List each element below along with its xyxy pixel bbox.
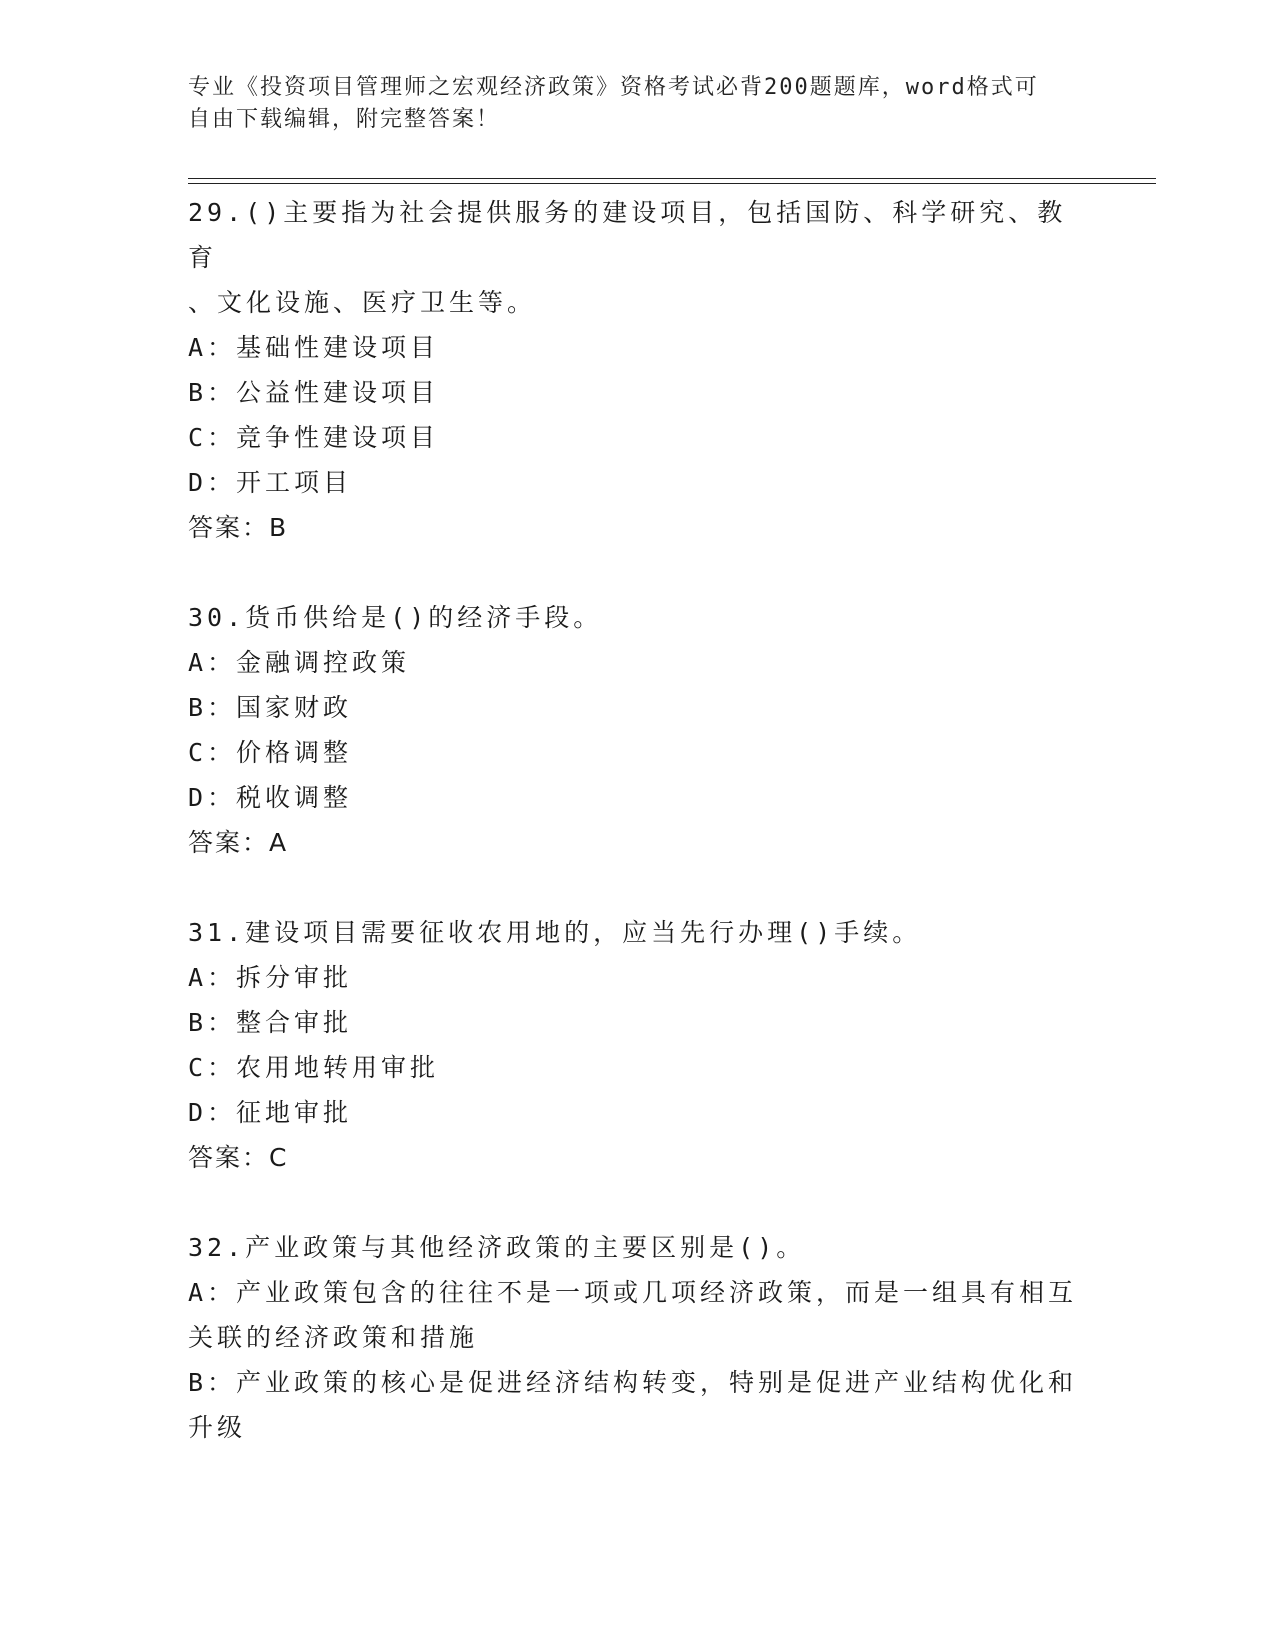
option-c: C：竞争性建设项目 — [188, 423, 440, 452]
question-stem: 31.建设项目需要征收农用地的，应当先行办理()手续。 — [188, 918, 922, 947]
question-spacer — [188, 865, 1088, 910]
question-32 — [188, 1225, 1088, 1450]
option-d: D：开工项目 — [188, 468, 353, 497]
header-title-line-1: 专业《投资项目管理师之宏观经济政策》资格考试必背200题题库，word格式可 — [188, 75, 1039, 100]
question-stem: 30.货币供给是()的经济手段。 — [188, 603, 603, 632]
option-a: A：产业政策包含的往往不是一项或几项经济政策，而是一组具有相互 — [188, 1278, 1078, 1307]
option-b-continued: 升级 — [188, 1413, 247, 1442]
option-b: B：整合审批 — [188, 1008, 353, 1037]
document-header — [188, 72, 1068, 136]
answer: 答案：C — [188, 1143, 289, 1172]
option-b: B：国家财政 — [188, 693, 353, 722]
option-a: A：基础性建设项目 — [188, 333, 440, 362]
question-29 — [188, 190, 1088, 550]
header-divider-bottom — [188, 183, 1156, 184]
question-list — [188, 190, 1088, 1450]
answer: 答案：A — [188, 828, 289, 857]
option-c: C：价格调整 — [188, 738, 353, 767]
question-31 — [188, 910, 1088, 1180]
option-b: B：产业政策的核心是促进经济结构转变，特别是促进产业结构优化和 — [188, 1368, 1078, 1397]
option-a: A：金融调控政策 — [188, 648, 411, 677]
question-spacer — [188, 550, 1088, 595]
question-stem: 29.()主要指为社会提供服务的建设项目，包括国防、科学研究、教育 — [188, 198, 1067, 272]
option-b: B：公益性建设项目 — [188, 378, 440, 407]
option-a: A：拆分审批 — [188, 963, 353, 992]
header-divider-top — [188, 178, 1156, 179]
option-d: D：征地审批 — [188, 1098, 353, 1127]
question-30 — [188, 595, 1088, 865]
answer: 答案：B — [188, 513, 289, 542]
option-c: C：农用地转用审批 — [188, 1053, 440, 1082]
header-title-line-2: 自由下载编辑，附完整答案！ — [188, 107, 501, 132]
question-stem-continued: 、文化设施、医疗卫生等。 — [188, 288, 537, 317]
option-d: D：税收调整 — [188, 783, 353, 812]
question-stem: 32.产业政策与其他经济政策的主要区别是()。 — [188, 1233, 806, 1262]
question-spacer — [188, 1180, 1088, 1225]
option-a-continued: 关联的经济政策和措施 — [188, 1323, 479, 1352]
